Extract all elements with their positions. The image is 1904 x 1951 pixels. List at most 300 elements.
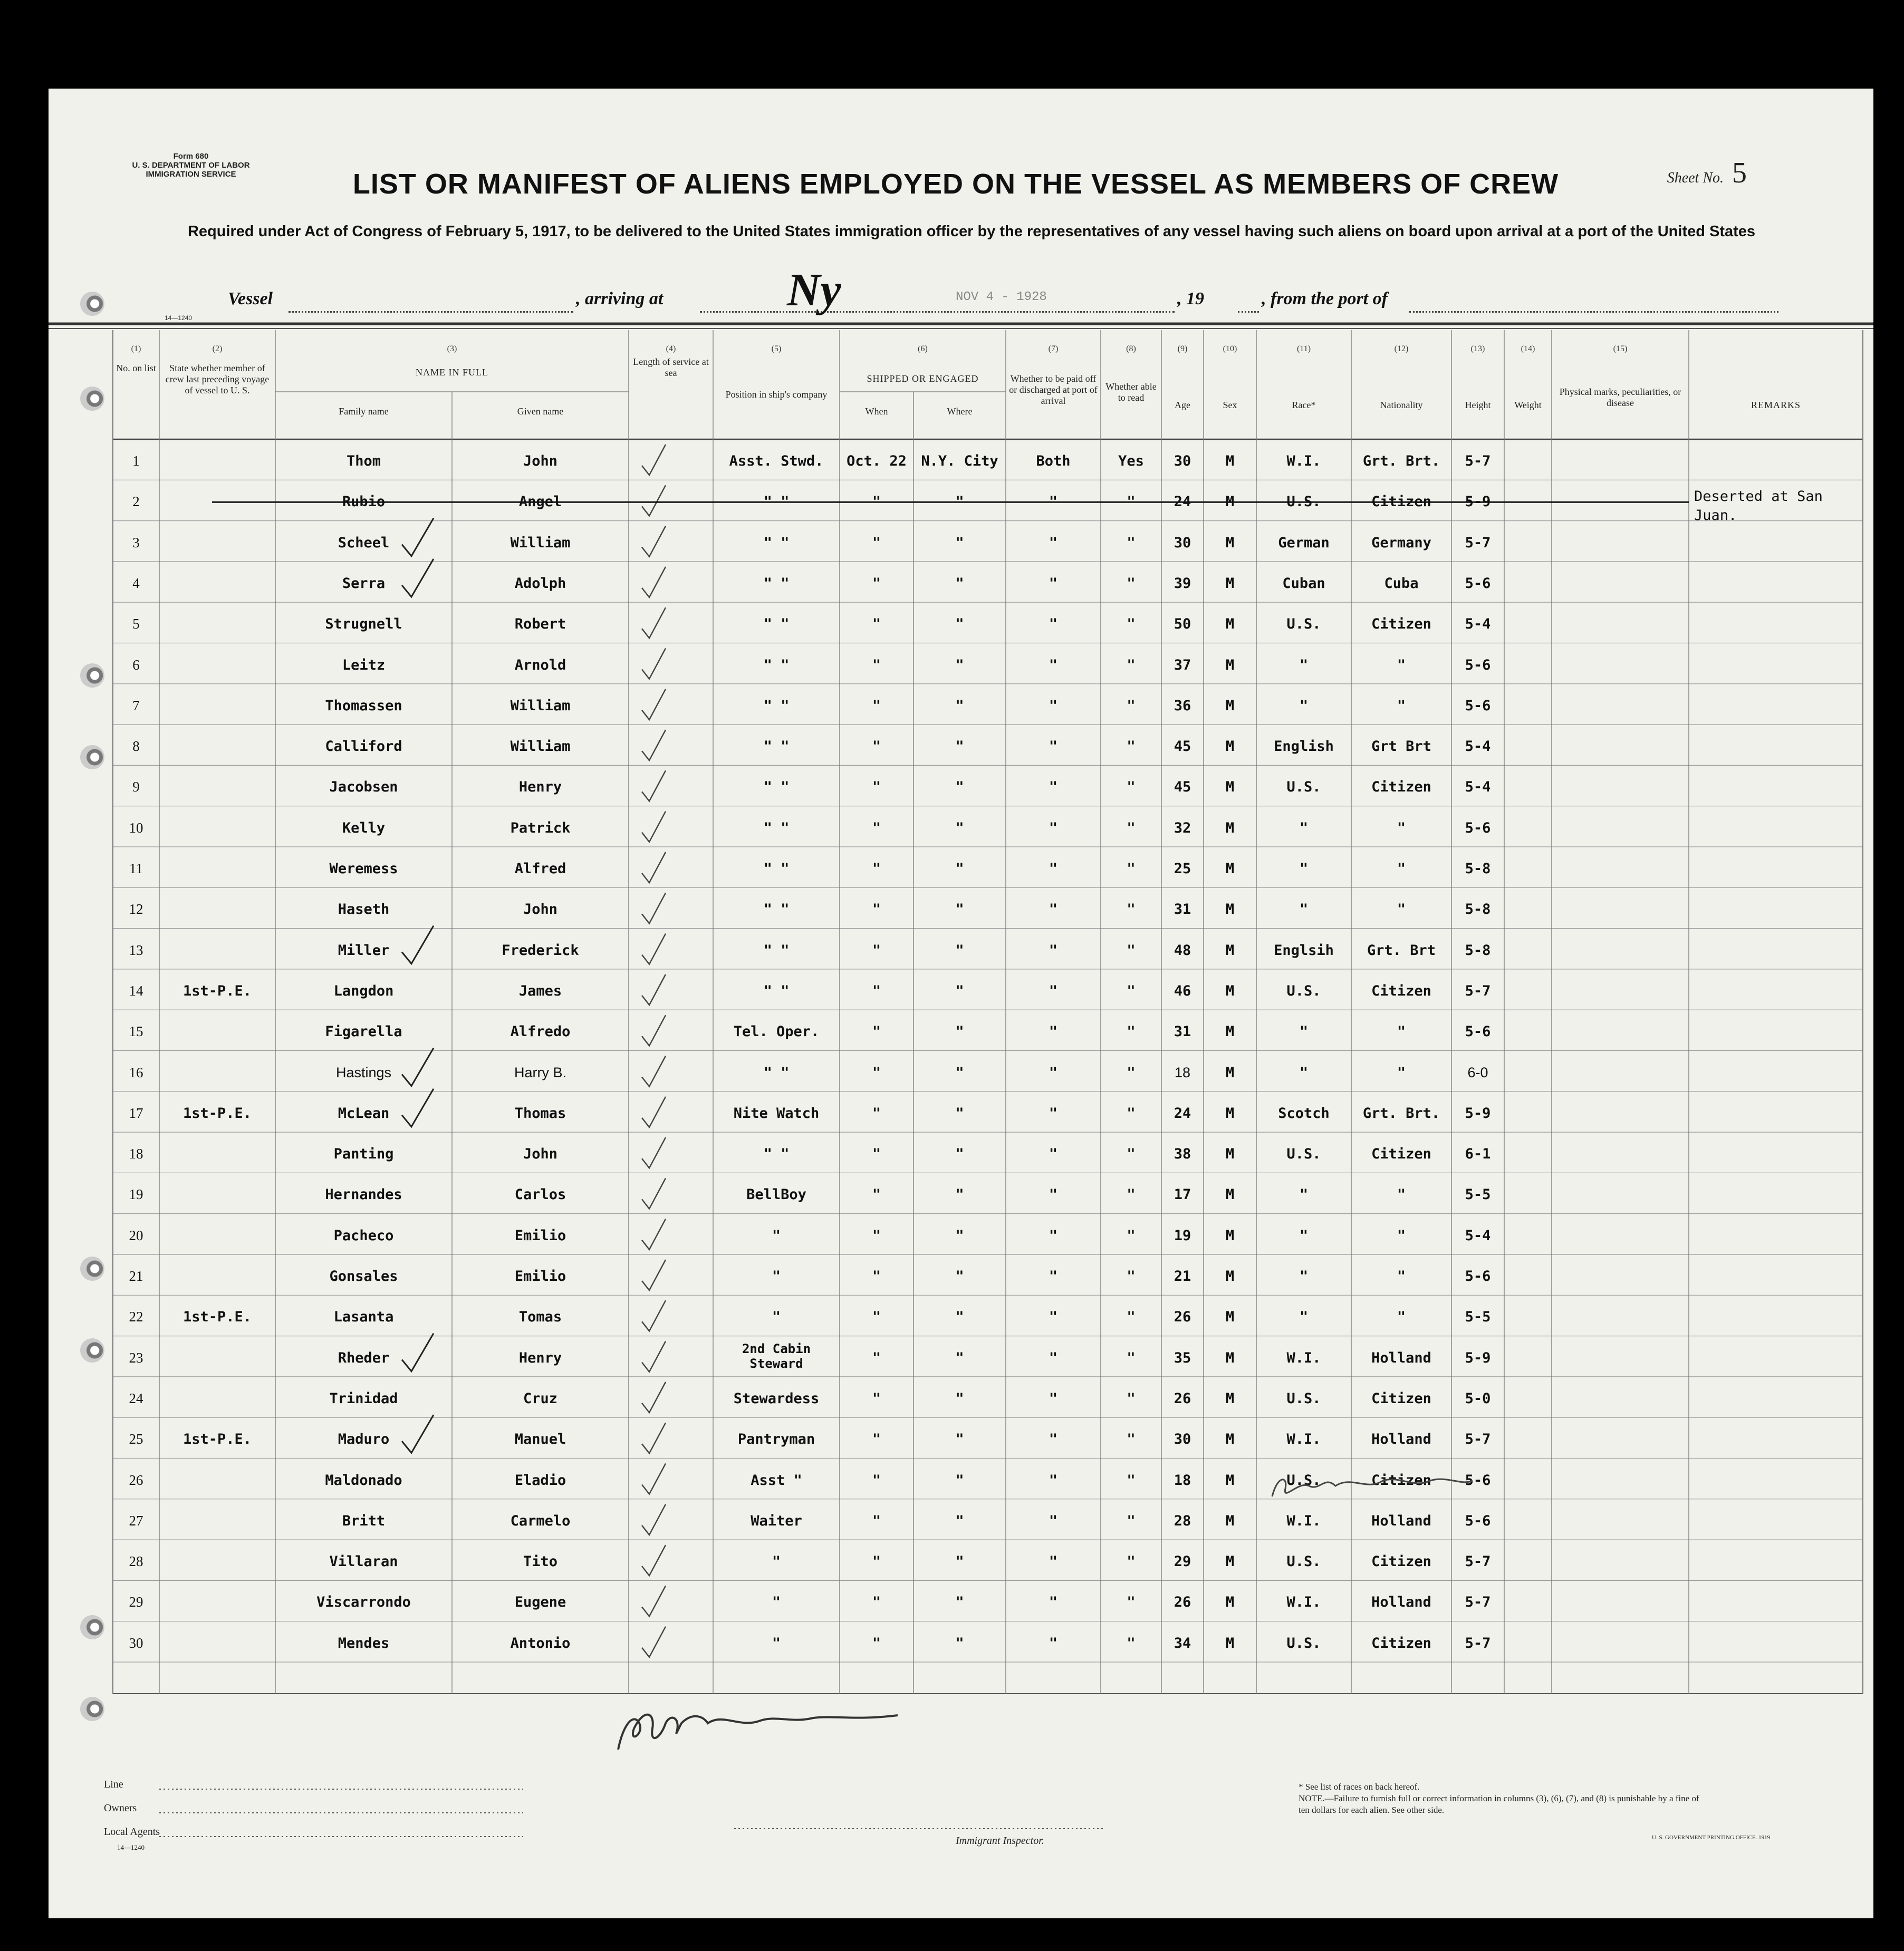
race: " [1299, 1064, 1309, 1081]
race: English [1274, 738, 1334, 755]
paid-off: " [1049, 1512, 1058, 1529]
height: 6-0 [1467, 1064, 1488, 1080]
age: 45 [1174, 779, 1191, 796]
given-name: Frederick [502, 942, 579, 959]
shipped-when: " [872, 494, 881, 510]
row-number: 20 [129, 1227, 143, 1243]
able-to-read: " [1127, 1023, 1136, 1040]
date-stamp: NOV 4 - 1928 [956, 290, 1047, 304]
family-name: McLean [338, 1105, 390, 1122]
position: " " [763, 494, 790, 510]
sex: M [1225, 1186, 1235, 1203]
column-header: Whether able to read [1105, 381, 1157, 403]
column-number: (11) [1296, 344, 1311, 353]
penalty-note: NOTE.—Failure to furnish full or correct information in columns (3), (6), (7), and (8) is punishable by a fine of ten dollars for each alien. See other side. [1299, 1793, 1699, 1815]
paid-off: " [1049, 494, 1058, 510]
height: 5-7 [1465, 982, 1491, 999]
position: " " [763, 901, 790, 918]
paid-off: " [1049, 1309, 1058, 1326]
race: U.S. [1286, 616, 1321, 633]
paid-off: " [1049, 982, 1058, 999]
race: " [1299, 1186, 1309, 1203]
height: 5-9 [1465, 1105, 1491, 1122]
race: U.S. [1286, 1472, 1321, 1489]
height: 6-1 [1465, 1146, 1491, 1163]
page-subtitle: Required under Act of Congress of February 5, 1917, to be delivered to the United States immigration officer by the representatives of any vessel having such aliens on board upon arrival at a port of the United States [187, 223, 1756, 240]
age: 36 [1174, 697, 1191, 714]
row-number: 7 [132, 697, 140, 713]
shipped-when: " [872, 901, 881, 918]
row-number: 1 [132, 453, 140, 469]
nationality: Citizen [1371, 779, 1431, 796]
given-name: Patrick [510, 819, 571, 836]
position: " " [763, 861, 790, 877]
height: 5-7 [1465, 1635, 1491, 1651]
able-to-read: " [1127, 1512, 1136, 1529]
check-mark [642, 1382, 666, 1413]
shipped-when: " [872, 534, 881, 551]
local-agents-label: Local Agents [104, 1826, 160, 1838]
shipped-where: " [955, 1594, 964, 1611]
able-to-read: " [1127, 1186, 1136, 1203]
shipped-when: " [872, 738, 881, 755]
paid-off: " [1049, 1227, 1058, 1244]
age: 31 [1174, 901, 1191, 918]
age: 32 [1174, 819, 1191, 836]
age: 39 [1174, 575, 1191, 592]
shipped-when: " [872, 1431, 881, 1448]
family-name: Villaran [329, 1553, 398, 1570]
shipped-when: " [872, 1268, 881, 1284]
sex: M [1225, 1472, 1235, 1489]
check-mark [642, 974, 666, 1005]
column-number: (6) [918, 344, 928, 353]
check-mark [642, 649, 666, 679]
race: Englsih [1274, 942, 1334, 959]
position: " " [763, 534, 790, 551]
race: Scotch [1278, 1105, 1330, 1122]
position: " " [763, 982, 790, 999]
immigrant-inspector-label: Immigrant Inspector. [956, 1835, 1044, 1847]
nationality: Citizen [1371, 616, 1431, 633]
able-to-read: " [1127, 697, 1136, 714]
position: Stewardess [733, 1390, 820, 1407]
shipped-when: " [872, 1023, 881, 1040]
position: " " [763, 697, 790, 714]
family-name: Britt [342, 1512, 386, 1529]
able-to-read: " [1127, 1472, 1136, 1489]
nationality: " [1397, 1309, 1406, 1326]
sex: M [1225, 1064, 1235, 1081]
check-mark [642, 1341, 666, 1372]
punch-hole [80, 663, 104, 688]
sex: M [1225, 819, 1235, 836]
given-name: Cruz [523, 1390, 558, 1407]
race: " [1299, 1268, 1309, 1284]
arriving-label: , arriving at [576, 289, 663, 308]
agents-code: 14—1240 [117, 1843, 145, 1851]
given-name: John [523, 901, 558, 918]
paid-off: " [1049, 942, 1058, 959]
shipped-where: " [955, 1512, 964, 1529]
shipped-when: " [872, 942, 881, 959]
column-header: Physical marks, peculiarities, or disease [1559, 387, 1681, 408]
paid-off: " [1049, 1268, 1058, 1284]
position: Tel. Oper. [733, 1023, 820, 1040]
position: " " [763, 1064, 790, 1081]
shipped-where: " [955, 1227, 964, 1244]
shipped-where: N.Y. City [921, 453, 998, 469]
punch-hole [80, 292, 104, 316]
given-name: Emilio [514, 1227, 566, 1244]
shipped-where: " [955, 982, 964, 999]
sheet-number-label: Sheet No. [1667, 170, 1724, 186]
family-name: Trinidad [329, 1390, 398, 1407]
able-to-read: " [1127, 779, 1136, 796]
shipped-when: " [872, 1390, 881, 1407]
row-number: 28 [129, 1553, 143, 1570]
check-mark [642, 934, 666, 964]
column-header: Age [1175, 400, 1190, 410]
height: 5-6 [1465, 697, 1491, 714]
given-name: Adolph [514, 575, 566, 592]
column-header: REMARKS [1751, 400, 1801, 410]
sex: M [1225, 1512, 1235, 1529]
check-mark [642, 1300, 666, 1331]
shipped-where: " [955, 942, 964, 959]
sex: M [1225, 942, 1235, 959]
nationality: " [1397, 861, 1406, 877]
age: 46 [1174, 982, 1191, 999]
row-number: 16 [129, 1064, 143, 1080]
check-mark [642, 1260, 666, 1290]
paid-off: " [1049, 1553, 1058, 1570]
age: 30 [1174, 1431, 1191, 1448]
column-number: (4) [666, 344, 676, 353]
race: U.S. [1286, 494, 1321, 510]
height: 5-6 [1465, 819, 1491, 836]
shipped-where: " [955, 1186, 964, 1203]
nationality: " [1397, 819, 1406, 836]
family-name: Weremess [329, 861, 398, 877]
position: " [772, 1227, 781, 1244]
position: " " [763, 779, 790, 796]
sex: M [1225, 494, 1235, 510]
previous-voyage: 1st-P.E. [182, 1105, 252, 1122]
shipped-when: " [872, 819, 881, 836]
height: 5-6 [1465, 575, 1491, 592]
sex: M [1225, 1227, 1235, 1244]
paid-off: " [1049, 697, 1058, 714]
able-to-read: " [1127, 1227, 1136, 1244]
row-number: 30 [129, 1635, 143, 1651]
shipped-when: " [872, 1064, 881, 1081]
height: 5-6 [1465, 1512, 1491, 1529]
given-name: Eugene [514, 1594, 566, 1611]
check-mark [642, 445, 666, 475]
shipped-where: " [955, 738, 964, 755]
nationality: Holland [1371, 1594, 1431, 1611]
age: 28 [1174, 1512, 1191, 1529]
position: " [772, 1309, 781, 1326]
previous-voyage: 1st-P.E. [182, 1309, 252, 1326]
position: " " [763, 819, 790, 836]
family-name: Langdon [333, 982, 394, 999]
column-number: (12) [1394, 344, 1409, 353]
column-header: Weight [1514, 400, 1542, 410]
shipped-where: " [955, 779, 964, 796]
race: U.S. [1286, 1146, 1321, 1163]
paid-off: " [1049, 1064, 1058, 1081]
sex: M [1225, 1023, 1235, 1040]
family-name: Miller [338, 942, 390, 959]
shipped-when: " [872, 1349, 881, 1366]
height: 5-5 [1465, 1186, 1491, 1203]
row-number: 15 [129, 1023, 143, 1040]
paid-off: " [1049, 616, 1058, 633]
paid-off: " [1049, 901, 1058, 918]
height: 5-4 [1465, 779, 1491, 796]
row-number: 22 [129, 1309, 143, 1325]
column-number: (7) [1048, 344, 1059, 353]
able-to-read: " [1127, 1594, 1136, 1611]
able-to-read: " [1127, 1309, 1136, 1326]
family-name: Viscarrondo [316, 1594, 411, 1611]
paid-off: " [1049, 819, 1058, 836]
position: 2nd Cabin Steward [742, 1341, 811, 1371]
able-to-read: " [1127, 494, 1136, 510]
column-number: (13) [1470, 344, 1485, 353]
position: " " [763, 575, 790, 592]
sex: M [1225, 1268, 1235, 1284]
sex: M [1225, 575, 1235, 592]
position: Asst " [751, 1472, 802, 1489]
column-header: Whether to be paid off or discharged at port of arrival [1009, 373, 1098, 406]
check-mark [642, 1056, 666, 1087]
paid-off: " [1049, 1023, 1058, 1040]
height: 5-6 [1465, 1268, 1491, 1284]
given-name: Henry [518, 779, 562, 796]
age: 35 [1174, 1349, 1191, 1366]
punch-hole [80, 1615, 104, 1639]
given-name: Alfred [514, 861, 566, 877]
form-code: 14—1240 [165, 314, 193, 322]
nationality: Citizen [1371, 1553, 1431, 1570]
shipped-when: " [872, 1309, 881, 1326]
paid-off: " [1049, 656, 1058, 673]
race: U.S. [1286, 1553, 1321, 1570]
nationality: " [1397, 1023, 1406, 1040]
check-mark [642, 1015, 666, 1046]
height: 5-7 [1465, 534, 1491, 551]
nationality: Citizen [1371, 1390, 1431, 1407]
shipped-when: " [872, 697, 881, 714]
porto-rican-annotation [1262, 1465, 1483, 1512]
able-to-read: " [1127, 1635, 1136, 1651]
check-mark [642, 1464, 666, 1494]
column-number: (15) [1613, 344, 1628, 353]
age: 24 [1174, 494, 1191, 510]
nationality: Citizen [1371, 982, 1431, 999]
race: " [1299, 1227, 1309, 1244]
row-number: 4 [132, 575, 140, 591]
position: " " [763, 656, 790, 673]
check-mark [642, 812, 666, 842]
paid-off: " [1049, 861, 1058, 877]
position: " [772, 1268, 781, 1284]
family-name: Hernandes [325, 1186, 402, 1203]
check-mark [642, 607, 666, 638]
family-name: Jacobsen [329, 779, 398, 796]
family-name: Hastings [335, 1064, 392, 1080]
position: " [772, 1594, 781, 1611]
age: 24 [1174, 1105, 1191, 1122]
height: 5-9 [1465, 494, 1491, 510]
nationality: " [1397, 1268, 1406, 1284]
given-name: William [510, 738, 571, 755]
given-name: Thomas [514, 1105, 566, 1122]
height: 5-7 [1465, 453, 1491, 469]
nationality: " [1397, 901, 1406, 918]
shipped-when: " [872, 616, 881, 633]
check-mark [642, 730, 666, 760]
able-to-read: Yes [1118, 453, 1144, 469]
nationality: Grt Brt [1371, 738, 1431, 755]
height: 5-5 [1465, 1309, 1491, 1326]
row-number: 12 [129, 901, 143, 917]
family-name: Leitz [342, 656, 386, 673]
shipped-where: " [955, 819, 964, 836]
race: " [1299, 819, 1309, 836]
nationality: Grt. Brt [1367, 942, 1436, 959]
punch-hole [80, 745, 104, 769]
column-number: (5) [771, 344, 782, 353]
position: " " [763, 738, 790, 755]
able-to-read: " [1127, 982, 1136, 999]
shipped-where: " [955, 1023, 964, 1040]
remarks: Deserted at San Juan. [1694, 488, 1823, 524]
nationality: Citizen [1371, 494, 1431, 510]
age: 30 [1174, 534, 1191, 551]
position: BellBoy [746, 1186, 806, 1203]
check-mark [642, 1586, 666, 1616]
able-to-read: " [1127, 1146, 1136, 1163]
paid-off: " [1049, 1146, 1058, 1163]
punch-hole [80, 1338, 104, 1363]
row-number: 10 [129, 819, 143, 836]
shipped-when: " [872, 1512, 881, 1529]
given-name: Carmelo [510, 1512, 571, 1529]
line-label: Line [104, 1779, 123, 1790]
given-name: William [510, 534, 571, 551]
family-name: Strugnell [325, 616, 402, 633]
race: " [1299, 697, 1309, 714]
owners-label: Owners [104, 1802, 137, 1814]
column-header: SHIPPED OR ENGAGED [867, 373, 979, 384]
family-name: Gonsales [329, 1268, 398, 1284]
able-to-read: " [1127, 616, 1136, 633]
race: U.S. [1286, 779, 1321, 796]
age: 18 [1174, 1064, 1191, 1080]
shipped-where: " [955, 1105, 964, 1122]
family-name: Pacheco [333, 1227, 394, 1244]
service-name: IMMIGRATION SERVICE [146, 170, 236, 179]
sex: M [1225, 1146, 1235, 1163]
family-name: Figarella [325, 1023, 402, 1040]
family-name: Mendes [338, 1635, 390, 1651]
check-mark [642, 893, 666, 923]
shipped-when: " [872, 1146, 881, 1163]
able-to-read: " [1127, 1064, 1136, 1081]
check-mark [642, 1545, 666, 1576]
height: 5-0 [1465, 1390, 1491, 1407]
row-number: 21 [129, 1268, 143, 1284]
nationality: Grt. Brt. [1362, 453, 1440, 469]
sex: M [1225, 1431, 1235, 1448]
height: 5-8 [1465, 901, 1491, 918]
year-label: , 19 [1177, 289, 1204, 308]
height: 5-4 [1465, 616, 1491, 633]
paid-off: " [1049, 779, 1058, 796]
column-header: No. on list [116, 363, 156, 373]
age: 25 [1174, 861, 1191, 877]
row-number: 11 [129, 861, 143, 876]
row-number: 6 [132, 656, 140, 673]
printer-imprint: U. S. GOVERNMENT PRINTING OFFICE. 1919 [1652, 1834, 1771, 1841]
check-mark [642, 1423, 666, 1453]
paid-off: " [1049, 534, 1058, 551]
page-title: LIST OR MANIFEST OF ALIENS EMPLOYED ON THE VESSEL AS MEMBERS OF CREW [352, 168, 1559, 200]
able-to-read: " [1127, 1268, 1136, 1284]
nationality: Holland [1371, 1431, 1431, 1448]
check-mark [642, 1627, 666, 1657]
row-number: 18 [129, 1146, 143, 1162]
able-to-read: " [1127, 1431, 1136, 1448]
able-to-read: " [1127, 1390, 1136, 1407]
family-name: Thom [346, 453, 381, 469]
family-name: Maldonado [325, 1472, 402, 1489]
given-name: Carlos [514, 1186, 566, 1203]
sex: M [1225, 1594, 1235, 1611]
nationality: Citizen [1371, 1635, 1431, 1651]
given-name: Henry [518, 1349, 562, 1366]
shipped-when: " [872, 656, 881, 673]
shipped-when: " [872, 1594, 881, 1611]
given-name: Harry B. [514, 1064, 566, 1080]
shipped-when: " [872, 1186, 881, 1203]
check-mark [642, 852, 666, 883]
age: 19 [1174, 1227, 1191, 1244]
age: 48 [1174, 942, 1191, 959]
shipped-when: Oct. 22 [847, 453, 907, 469]
able-to-read: " [1127, 942, 1136, 959]
paid-off: " [1049, 1431, 1058, 1448]
column-header: NAME IN FULL [416, 367, 488, 378]
sex: M [1225, 697, 1235, 714]
check-mark [642, 1219, 666, 1250]
position: " " [763, 942, 790, 959]
check-mark [642, 526, 666, 557]
nationality: Germany [1371, 534, 1431, 551]
shipped-where: " [955, 1349, 964, 1366]
punch-hole [80, 1697, 104, 1721]
given-name: Alfredo [510, 1023, 571, 1040]
shipped-where: " [955, 861, 964, 877]
position: Waiter [751, 1512, 802, 1529]
previous-voyage: 1st-P.E. [182, 982, 252, 999]
shipped-when: " [872, 1553, 881, 1570]
shipped-when: " [872, 982, 881, 999]
